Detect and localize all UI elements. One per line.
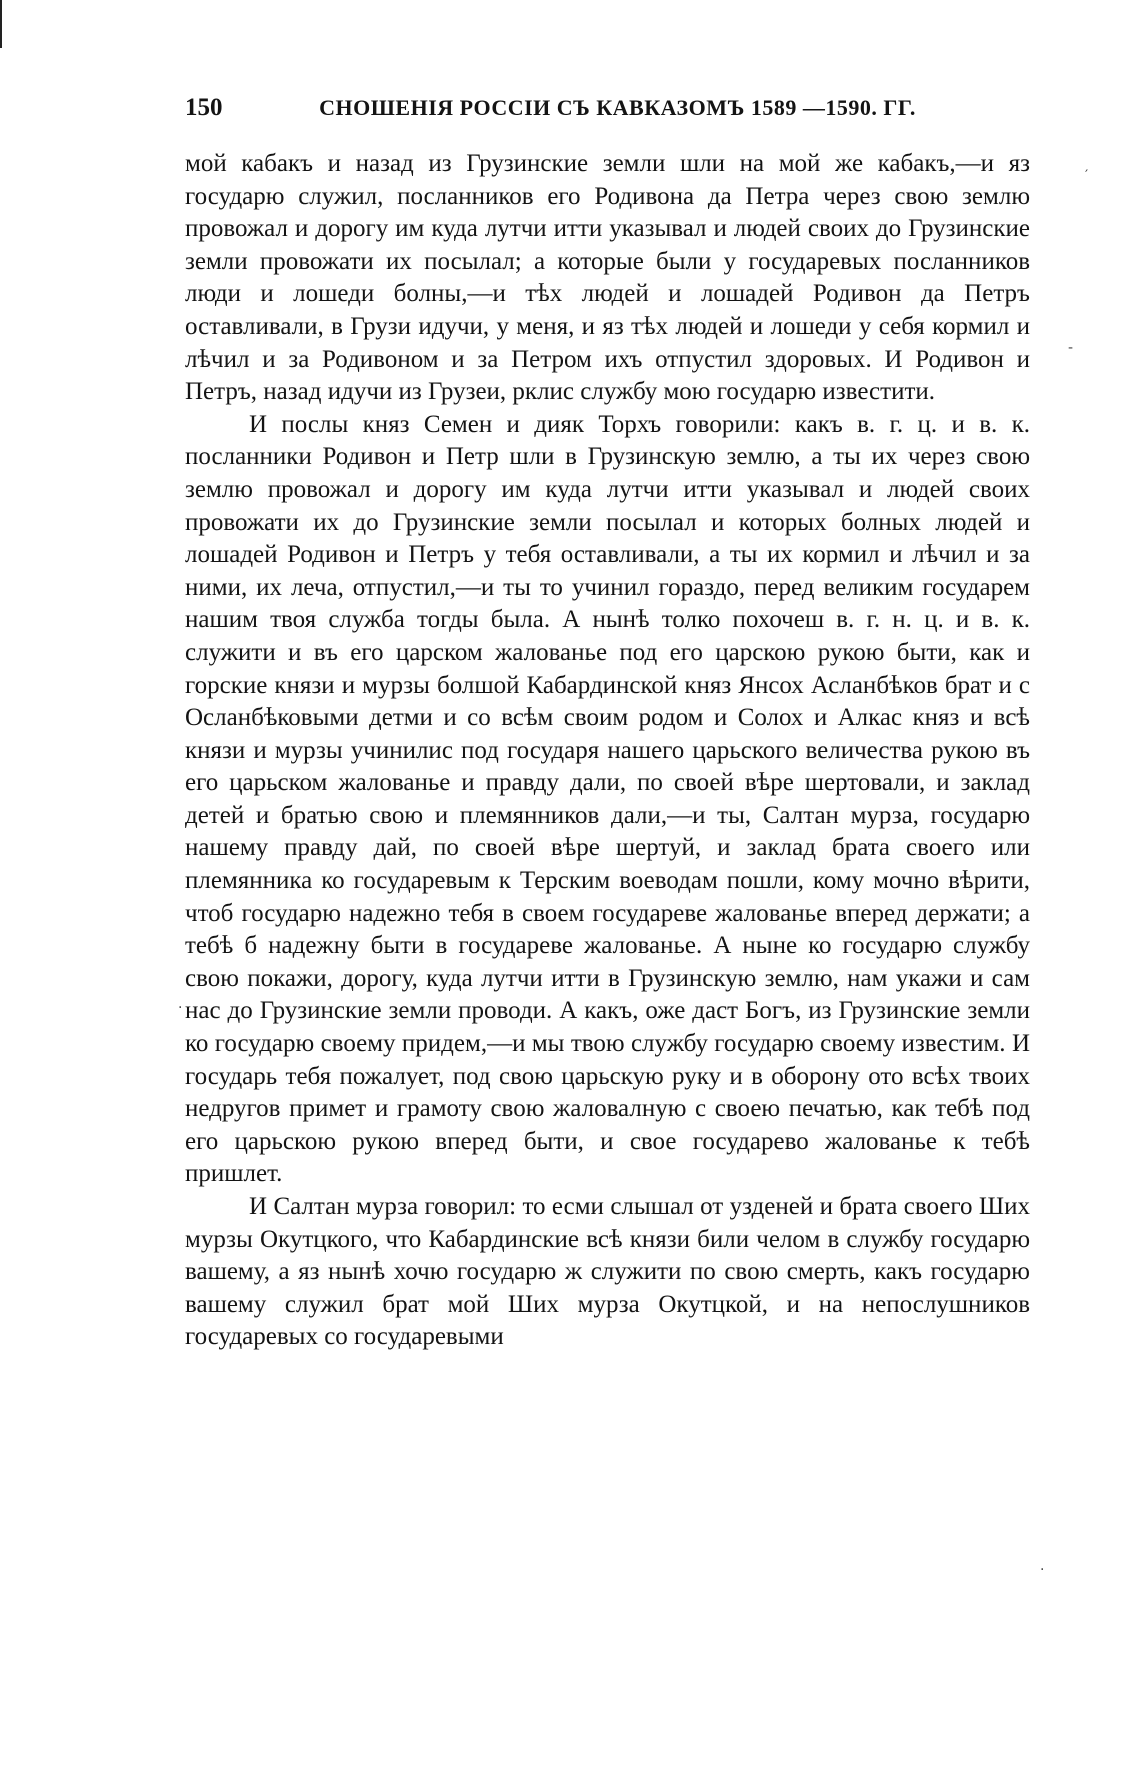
margin-mark: ′ (1085, 168, 1089, 184)
body-text (185, 148, 1030, 1354)
paragraph-2: И послы княз Семен и дияк Торхъ говорили: какъ в. г. ц. и в. к. посланники Родивон и Петр шли в Грузинскую землю, а ты их через свою землю провожал и дорогу им куда лутчи итти указывал и людей своих провожати их до Грузинские земли посылал и которых болных людей и лошадей Родивон и Петръ у тебя оставливали, а ты их кормил и лѣчил и за ними, их леча, отпустил,—и ты то учинил гораздо, перед великим государем нашим твоя служба тогды была. А нынѣ толко похочеш в. г. н. ц. и в. к. служити и въ его царском жалованье под его царскою рукою быти, как и горские князи и мурзы болшой Кабардинской княз Янсох Асланбѣков брат и с Осланбѣковыми детми и со всѣм своим родом и Солох и Алкас княз и всѣ князи и мурзы учинилис под государя нашего царьского величества рукою въ его царьском жалованье и правду дали, по своей вѣре шертовали, и заклад детей и братью свою и племянников дали,—и ты, Салтан мурза, государю нашему правду дай, по своей вѣре шертуй, и заклад брата своего или племянника ко государевым к Терским воеводам пошли, кому мочно вѣрити, чтоб государю надежно тебя в своем государеве жалованье вперед держати; а тебѣ б надежну быти в государеве жалованье. А ныне ко государю службу свою покажи, дорогу, куда лутчи итти в Грузинскую землю, нам укажи и сам нас до Грузинские земли проводи. А какъ, оже даст Богъ, из Грузинские земли ко государю своему придем,—и мы твою службу государю своему известим. И государь тебя пожалует, под свою царьскую руку и в оборону ото всѣх твоих недругов примет и грамоту свою жаловалную с своею печатью, как тебѣ под его царьскою рукою вперед быти, и свое государево жалованье к тебѣ пришлет. (185, 410, 1030, 1188)
book-page (185, 94, 1030, 1354)
paragraph-1: мой кабакъ и назад из Грузинские земли шли на мой же кабакъ,—и яз государю служил, посланников его Родивона да Петра через свою землю провожал и дорогу им куда лутчи итти указывал и людей своих до Грузинские земли провожати их посылал; а которые были у государевых посланников люди и лошеди болны,—и тѣх людей и лошадей Родивон да Петръ оставливали, в Грузи идучи, у меня, и яз тѣх людей и лошеди у себя кормил и лѣчил и за Родивоном и за Петром ихъ отпустил здоровых. И Родивон и Петръ, назад идучи из Грузеи, рклис службу мою государю известити. (185, 150, 1030, 406)
margin-mark: · (1040, 1562, 1045, 1578)
page-number: 150 (185, 94, 223, 121)
margin-mark: - (1068, 340, 1074, 356)
paragraph-3: И Салтан мурза говорил: то есми слышал от узденей и брата своего Ших мурзы Окутцкого, что Кабардинские всѣ князи били челом в службу государю вашему, а яз нынѣ хочю государю ж служити по свою смерть, какъ государю вашему служил брат мой Ших мурза Окутцкой, и на непослушников государевых со государевыми (185, 1193, 1030, 1351)
running-title: СНОШЕНІЯ РОССІИ СЪ КАВКАЗОМЪ 1589 —1590. ГГ. (319, 95, 916, 120)
page-edge-mark (0, 0, 2, 48)
margin-mark: · (178, 1000, 183, 1016)
running-head (185, 94, 1030, 134)
